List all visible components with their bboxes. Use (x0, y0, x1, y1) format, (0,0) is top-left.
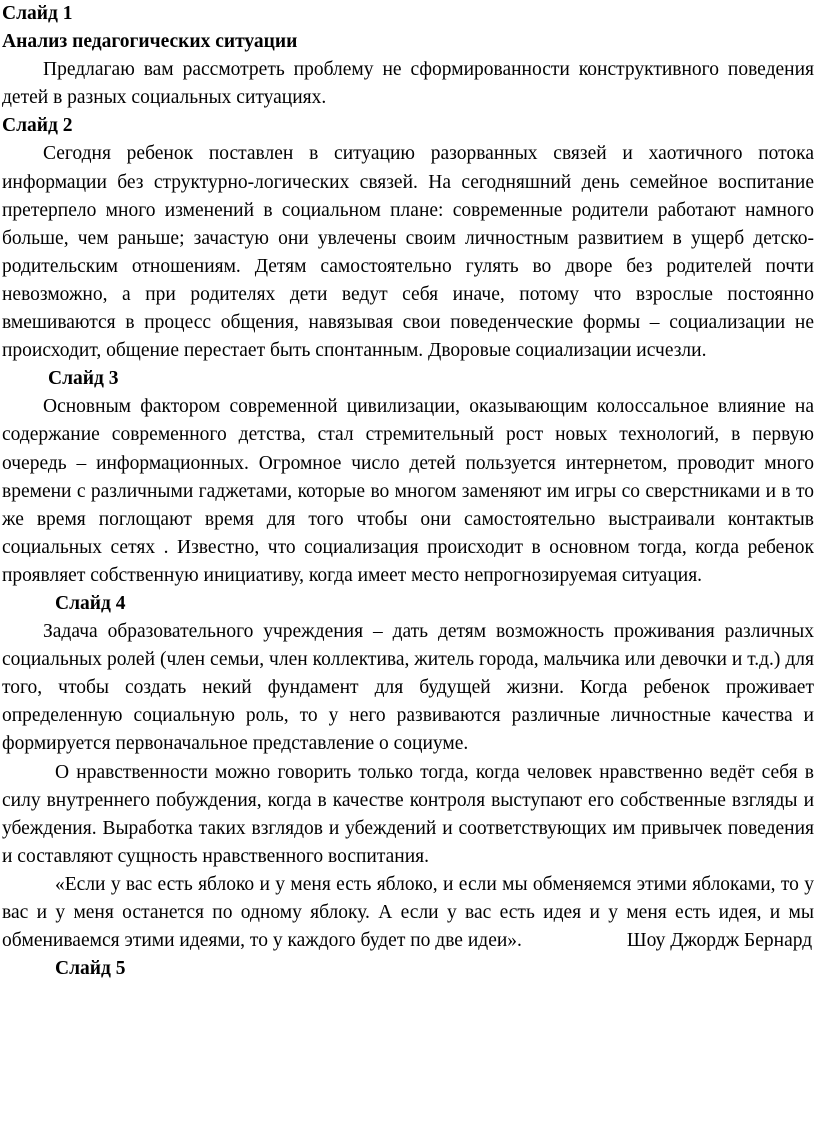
slide-3-paragraph: Основным фактором современной цивилизации, оказывающим колоссальное влияние на содержание современного детства, стал стремительный рост новых технологий, в первую очередь – информационных. Огромное число детей пользуется интернетом, проводит много времени с различными гаджетами, которые во многом заменяют им игры со сверстниками и в то же время поглощают время для того чтобы они самостоятельно выстраивали контактыв социальных сетях . Известно, что социализация происходит в основном тогда, когда ребенок проявляет собственную инициативу, когда имеет место непрогнозируемая ситуация. (2, 396, 814, 586)
slide-4-paragraph-2: О нравственности можно говорить только тогда, когда человек нравственно ведёт себя в силу внутреннего побуждения, когда в качестве контроля выступают его собственные взгляды и убеждения. Выработка таких взглядов и убеждений и соответствующих им привычек поведения и составляют сущность нравственного воспитания. (2, 761, 814, 867)
slide-2-paragraph: Сегодня ребенок поставлен в ситуацию разорванных связей и хаотичного потока информации без структурно-логических связей. На сегодняшний день семейное воспитание претерпело много изменений в социальном плане: современные родители работают намного больше, чем раньше; зачастую они увлечены своим личностным развитием в ущерб детско-родительским отношениям. Детям самостоятельно гулять во дворе без родителей почти невозможно, а при родителях дети ведут себя иначе, потому что взрослые постоянно вмешиваются в процесс общения, навязывая свои поведенческие формы – социализации не происходит, общение перестает быть спонтанным. Дворовые социализации исчезли. (2, 143, 814, 362)
slide-4-heading: Слайд 4 (55, 592, 126, 614)
quote-paragraph (2, 871, 814, 955)
slide-1-paragraph: Предлагаю вам рассмотреть проблему не сформированности конструктивного поведения детей в разных социальных ситуациях. (2, 59, 814, 109)
slide-1-heading: Слайд 1 (2, 3, 73, 24)
slide-5-heading: Слайд 5 (55, 958, 126, 980)
slide-1-title: Анализ педагогических ситуации (2, 31, 298, 53)
quote-text: «Если у вас есть яблоко и у меня есть яблоко, и если мы обменяемся этими яблоками, то у вас и у меня останется по одному яблоку. А если у вас есть идея и у меня есть идея, и мы обмениваемся этими идеями, то у каждого будет по две идеи». (2, 873, 814, 952)
slide-2-heading: Слайд 2 (2, 115, 73, 137)
slide-3-heading: Слайд 3 (48, 368, 119, 390)
slide-4-paragraph-1: Задача образовательного учреждения – дать детям возможность проживания различных социальных ролей (член семьи, член коллектива, житель города, мальчика или девочки и т.д.) для того, чтобы создать некий фундамент для будущей жизни. Когда ребенок проживает определенную социальную роль, то у него развиваются различные личностные качества и формируется первоначальное представление о социуме. (2, 621, 814, 755)
quote-author: Шоу Джордж Бернард (626, 930, 813, 952)
